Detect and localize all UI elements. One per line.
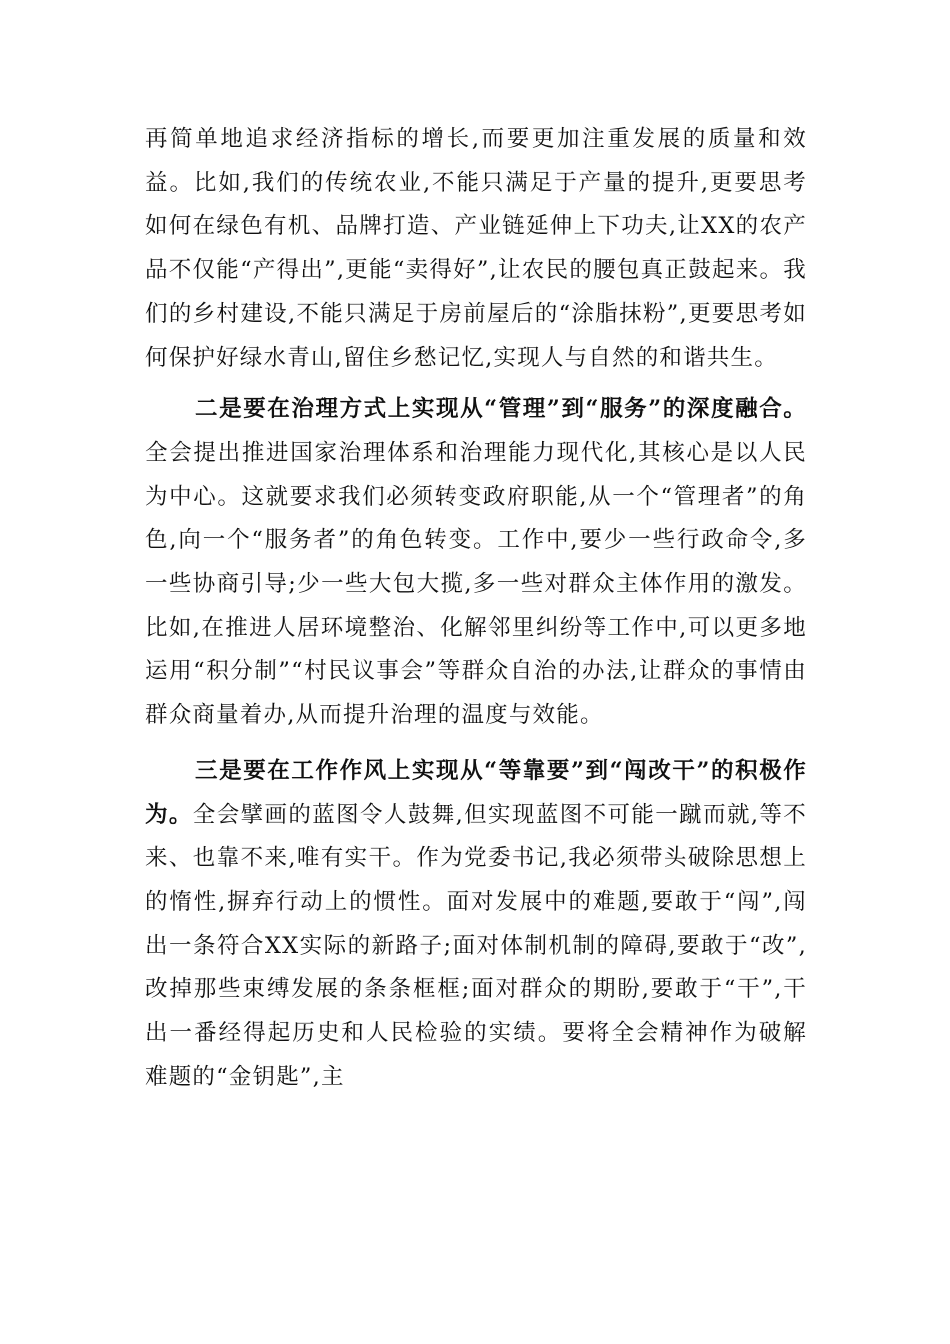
paragraph-1	[145, 118, 807, 380]
paragraph-2	[145, 388, 807, 738]
paragraph-3	[145, 750, 807, 1100]
paragraph-2-text: 全会提出推进国家治理体系和治理能力现代化,其核心是以人民为中心。这就要求我们必须转变政府职能,从一个“管理者”的角色,向一个“服务者”的角色转变。工作中,要少一些行政命令,多一些协商引导;少一些大包大揽,多一些对群众主体作用的激发。比如,在推进人居环境整治、化解邻里纠纷等工作中,可以更多地运用“积分制”“村民议事会”等群众自治的办法,让群众的事情由群众商量着办,从而提升治理的温度与效能。	[145, 439, 807, 729]
paragraph-1-text: 再简单地追求经济指标的增长,而要更加注重发展的质量和效益。比如,我们的传统农业,不能只满足于产量的提升,更要思考如何在绿色有机、品牌打造、产业链延伸上下功夫,让XX的农产品不仅能“产得出”,更能“卖得好”,让农民的腰包真正鼓起来。我们的乡村建设,不能只满足于房前屋后的“涂脂抹粉”,更要思考如何保护好绿水青山,留住乡愁记忆,实现人与自然的和谐共生。	[145, 126, 807, 371]
paragraph-3-text: 全会擘画的蓝图令人鼓舞,但实现蓝图不可能一蹴而就,等不来、也靠不来,唯有实干。作为党委书记,我必须带头破除思想上的惰性,摒弃行动上的惯性。面对发展中的难题,要敢于“闯”,闯出一条符合XX实际的新路子;面对体制机制的障碍,要敢于“改”,改掉那些束缚发展的条条框框;面对群众的期盼,要敢于“干”,干出一番经得起历史和人民检验的实绩。要将全会精神作为破解难题的“金钥匙”,主	[145, 801, 807, 1090]
paragraph-2-heading: 二是要在治理方式上实现从“管理”到“服务”的深度融合。	[195, 396, 807, 423]
document-body	[145, 118, 807, 1099]
paragraph-3-heading: 三是要在工作作风上实现从“等靠要”到“闯改干”的积极作为。	[145, 757, 807, 828]
